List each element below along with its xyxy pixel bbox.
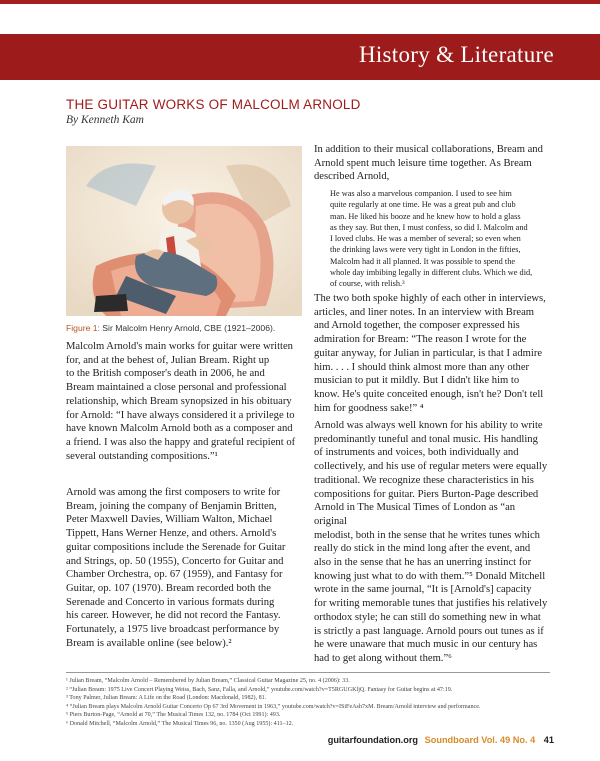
left-column-paragraph-2 bbox=[66, 486, 302, 650]
text-line: is strictly a past language. Arnold pours out tunes as if bbox=[314, 625, 544, 637]
quote-line: man. He liked his booze and he knew how to hold a glass bbox=[330, 211, 521, 221]
text-line: Bream, joining the company of Benjamin Britten, bbox=[66, 500, 277, 512]
footnote: ⁴ “Julian Bream plays Malcolm Arnold Guitar Concerto Op 67 3rd Movement in 1963,” youtube.com/watch?v=ISiFeAsh7xM. Bream/Arnold interview and performance. bbox=[66, 703, 481, 710]
right-column-intro bbox=[314, 143, 550, 184]
text-line: Guitar, op. 107 (1970). Bream recorded both the bbox=[66, 582, 271, 594]
text-line: guitar compositions include the Serenade for Guitar bbox=[66, 541, 286, 553]
text-line: Malcolm Arnold's main works for guitar were written bbox=[66, 341, 293, 352]
text-line: predominantly tuneful and tonal music. His handling bbox=[314, 433, 538, 445]
text-line: Peter Maxwell Davies, William Walton, Michael bbox=[66, 514, 273, 526]
footnote: ¹ Julian Bream, “Malcolm Arnold – Remembered by Julian Bream,” Classical Guitar Magazine 25, no. 4 (2006): 33. bbox=[66, 678, 350, 684]
quote-line: Malcolm had it all planned. It was possible to spend the bbox=[330, 256, 516, 266]
top-accent-bar bbox=[0, 0, 600, 4]
text-line: relationship, which Bream synopsized in his obituary bbox=[66, 395, 292, 407]
text-line: his career. However, he did not record the Fantasy. bbox=[66, 610, 281, 622]
text-line: Fortunately, a 1975 live broadcast performance by bbox=[66, 624, 280, 636]
right-column-paragraph-3 bbox=[314, 419, 550, 666]
quote-line: of course, with relish.³ bbox=[330, 279, 405, 289]
text-line: guitar anyway, for Julian in particular, is that I admire bbox=[314, 347, 543, 359]
footer-site: guitarfoundation.org bbox=[327, 735, 419, 745]
section-banner bbox=[0, 34, 600, 80]
figure-caption bbox=[66, 323, 275, 333]
text-line: compositions for guitar. Piers Burton-Page described bbox=[314, 488, 539, 500]
page-number: 41 bbox=[543, 735, 554, 745]
page-footer bbox=[328, 735, 554, 745]
portrait-figure bbox=[66, 146, 302, 316]
text-line: Arnold spent much leisure time together. As Bream bbox=[314, 157, 532, 169]
text-line: of instruments and voices, both individually and bbox=[314, 447, 519, 459]
text-line: Chamber Orchestra, op. 67 (1959), and Fantasy for bbox=[66, 569, 283, 581]
text-line: melodist, both in the sense that he writes tunes which bbox=[314, 529, 540, 541]
text-line: have known Malcolm Arnold both as a composer and bbox=[66, 423, 293, 435]
text-line: Arnold was always well known for his ability to write bbox=[314, 420, 543, 431]
text-line: Tippett, Hans Werner Henze, and others. Arnold's bbox=[66, 528, 277, 540]
text-line: for writing memorable tunes that justifies his relatively bbox=[314, 598, 548, 610]
footnote: ² “Julian Bream: 1975 Live Concert Playing Weiss, Bach, Sanz, Falla, and Arnold,” youtube.com/watch?v=T5RGUGKljQ. Fantasy for Guitar begins at 47:19. bbox=[66, 686, 453, 693]
byline: By Kenneth Kam bbox=[66, 114, 144, 126]
footnotes bbox=[66, 672, 550, 729]
quote-line: whole day imbibing legally in different clubs. Which we did, bbox=[330, 268, 533, 278]
text-line: several outstanding compositions.”¹ bbox=[66, 450, 218, 462]
footnote: ³ Tony Palmer, Julian Bream: A Life on the Road (London: Macdonald, 1982), 81. bbox=[66, 695, 267, 702]
text-line: admiration for Bream: “The reason I wrote for the bbox=[314, 334, 527, 346]
quote-line: as they say. But then, I must confess, so did I. Malcolm and bbox=[330, 222, 528, 232]
footer-magazine: Soundboard Vol. 49 No. 4 bbox=[424, 735, 536, 745]
text-line: Bream is available online (see below).² bbox=[66, 637, 232, 649]
text-line: orthodox style; he can still do something new in what bbox=[314, 611, 541, 623]
right-column-paragraph-2 bbox=[314, 292, 550, 415]
left-column-paragraph-1 bbox=[66, 340, 302, 463]
text-line: In addition to their musical collaborations, Bream and bbox=[314, 144, 543, 155]
text-line: Serenade and Concerto in various formats during bbox=[66, 596, 275, 608]
text-line: know. He's quite conceited enough, isn't he? Don't tell bbox=[314, 388, 544, 400]
text-line: a friend. I was also the happy and grateful recipient of bbox=[66, 436, 296, 448]
section-title: History & Literature bbox=[358, 42, 554, 67]
text-line: collectively, and his use of regular meters were equally bbox=[314, 461, 548, 473]
block-quote bbox=[330, 188, 544, 290]
text-line: had to get along without them.”⁶ bbox=[314, 652, 452, 664]
caption-label: Figure 1: bbox=[66, 323, 100, 333]
text-line: really do stick in the mind long after the event, and bbox=[314, 543, 531, 555]
text-line: and Arnold together, the composer expressed his bbox=[314, 320, 520, 332]
quote-line: He was also a marvelous companion. I used to see him bbox=[330, 189, 512, 198]
quote-line: I loved clubs. He was a member of several; so even when bbox=[330, 234, 521, 244]
caption-text: Sir Malcolm Henry Arnold, CBE (1921–2006). bbox=[99, 323, 276, 333]
text-line: him. . . . I should think almost more than any other bbox=[314, 361, 530, 373]
text-line: him for goodness sake!” ⁴ bbox=[314, 402, 424, 414]
text-line: Arnold was among the first composers to write for bbox=[66, 487, 281, 498]
text-line: Arnold in The Musical Times of London as “an original bbox=[314, 502, 516, 527]
text-line: wrote in the same journal, “It is [Arnold's] capacity bbox=[314, 584, 532, 596]
footnote: ⁵ Piers Burton-Page, “Arnold at 70,” The Musical Times 132, no. 1784 (Oct 1991): 493. bbox=[66, 712, 281, 719]
text-line: musician to put it mildly. But I didn't like him to bbox=[314, 375, 520, 387]
text-line: The two both spoke highly of each other in interviews, bbox=[314, 293, 546, 304]
footnote: ⁶ Donald Mitchell, “Malcolm Arnold,” The Musical Times 96, no. 1350 (Aug 1955): 411–12. bbox=[66, 720, 294, 727]
text-line: for, and at the behest of, Julian Bream. Right up bbox=[66, 354, 270, 366]
quote-line: quite regularly at one time. He was a great pub and club bbox=[330, 200, 516, 210]
text-line: to the British composer's death in 2006, he and bbox=[66, 368, 265, 380]
text-line: described Arnold, bbox=[314, 171, 390, 183]
text-line: he were unaware that much music in our century has bbox=[314, 639, 538, 651]
quote-line: the drinking laws were very tight in London in the fifties, bbox=[330, 245, 521, 255]
text-line: knowing just what to do with them.”⁵ Donald Mitchell bbox=[314, 570, 546, 582]
portrait-painting bbox=[66, 146, 302, 316]
text-line: and Strings, op. 50 (1955), Concerto for Guitar and bbox=[66, 555, 284, 567]
text-line: for Arnold: “I have always considered it a privilege to bbox=[66, 409, 295, 421]
text-line: also in the sense that he has an unerring instinct for bbox=[314, 557, 532, 569]
text-line: articles, and liner notes. In an interview with Bream bbox=[314, 306, 535, 318]
text-line: traditional. We recognize these characteristics in his bbox=[314, 474, 534, 486]
text-line: Bream maintained a close personal and professional bbox=[66, 382, 287, 394]
article-title: THE GUITAR WORKS OF MALCOLM ARNOLD bbox=[66, 97, 361, 112]
